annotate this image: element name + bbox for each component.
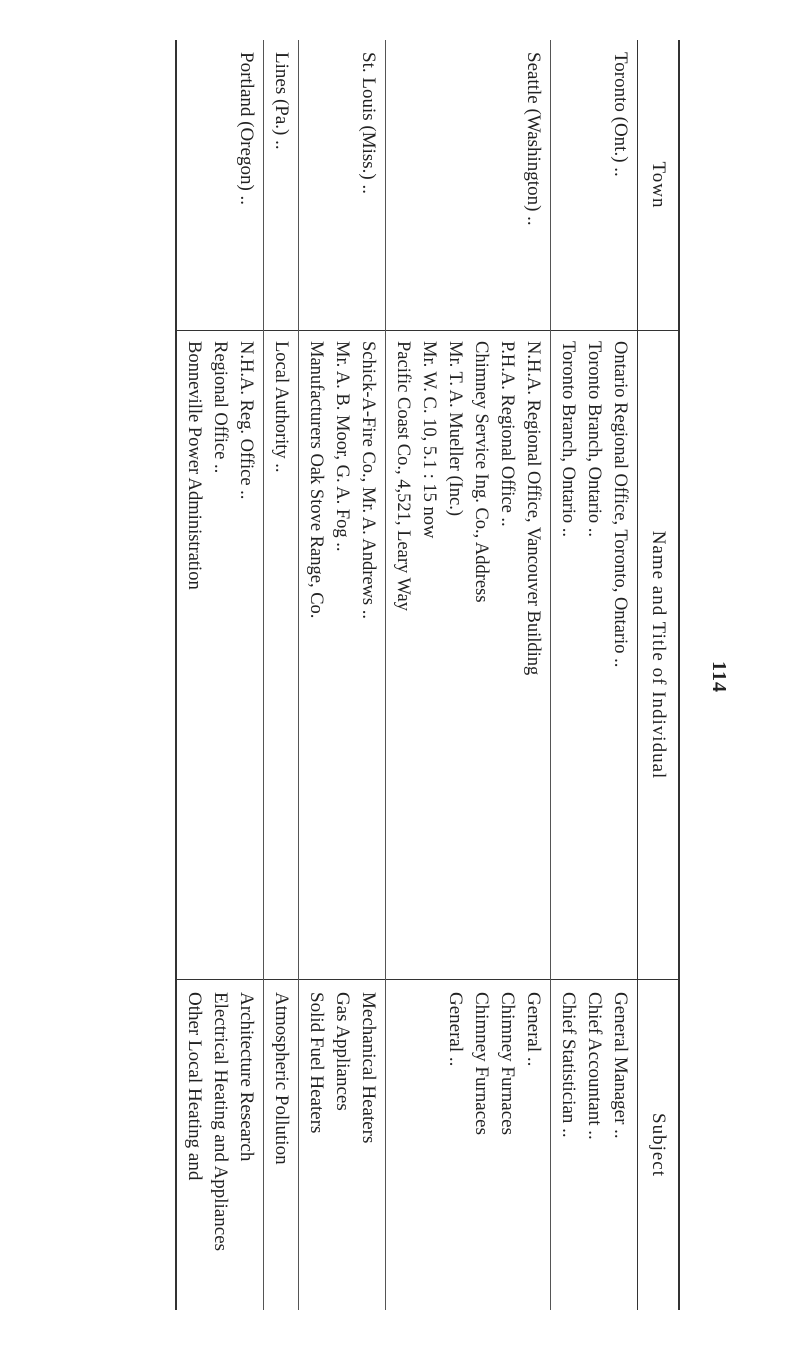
subject-line: Architecture Research <box>236 992 257 1162</box>
name-line: Ontario Regional Office, Toronto, Ontario .. <box>610 341 630 668</box>
name-line: Pacific Coast Co., 4,521, Leary Way <box>393 341 413 611</box>
subject-line: Electrical Heating and Appliances <box>210 992 231 1252</box>
ledger-header <box>637 40 678 1310</box>
town-cell: Portland (Oregon) .. <box>236 52 257 206</box>
ledger-table <box>175 40 680 1310</box>
name-line: Regional Office .. <box>210 341 230 474</box>
table-row <box>263 40 298 1310</box>
header-name: Name and Title of Individual <box>638 330 678 980</box>
name-line: Schick-A-Fire Co., Mr. A. Andrews .. <box>358 341 378 619</box>
subject-line: Other Local Heating and <box>184 992 205 1181</box>
town-cell: St. Louis (Miss.) .. <box>358 52 379 194</box>
name-line: Local Authority .. <box>271 341 291 473</box>
name-cell <box>299 330 385 980</box>
subject-line: General .. <box>523 992 544 1067</box>
name-line: N.H.A. Regional Office, Vancouver Building <box>523 341 543 676</box>
name-line: Toronto Branch, Ontario .. <box>584 341 604 537</box>
subject-cell <box>177 980 263 1310</box>
subject-line: Gas Appliances <box>332 992 353 1111</box>
subject-line: Chief Accountant .. <box>584 992 605 1140</box>
name-line: Mr. T. A. Mueller (Inc.) <box>445 341 465 517</box>
name-line: Chimney Service Ing. Co., Address <box>471 341 491 603</box>
name-line: N.H.A. Reg. Office .. <box>236 341 256 500</box>
page-number: 114 <box>708 661 730 693</box>
header-subject: Subject <box>648 1113 669 1177</box>
header-town: Town <box>648 161 669 209</box>
town-cell: Seattle (Washington) .. <box>523 52 544 226</box>
subject-line: General .. <box>445 992 466 1067</box>
subject-line: Mechanical Heaters <box>358 992 379 1144</box>
name-cell <box>386 330 550 980</box>
subject-cell <box>264 980 298 1310</box>
subject-line: Chimney Furnaces <box>497 992 518 1136</box>
name-cell <box>551 330 637 980</box>
subject-cell <box>299 980 385 1310</box>
name-line: Mr. W. C. 10, 5.1 : 15 now <box>419 341 439 539</box>
subject-cell <box>551 980 637 1310</box>
name-cell <box>264 330 298 980</box>
subject-line: General Manager .. <box>610 992 631 1139</box>
subject-cell <box>386 980 550 1310</box>
subject-line: Chimney Furnaces <box>471 992 492 1136</box>
name-line: Toronto Branch, Ontario .. <box>558 341 578 537</box>
table-row <box>385 40 550 1310</box>
subject-line: Atmospheric Pollution <box>271 992 292 1165</box>
name-cell <box>177 330 263 980</box>
town-cell: Lines (Pa.) .. <box>271 52 292 150</box>
subject-line: Chief Statistician .. <box>558 992 579 1138</box>
table-row <box>550 40 637 1310</box>
table-row <box>298 40 385 1310</box>
ledger-body <box>177 40 637 1310</box>
name-line: Bonneville Power Administration <box>184 341 204 590</box>
name-line: Mr. A. B. Moor, G. A. Fog .. <box>332 341 352 552</box>
name-line: Manufacturers Oak Stove Range, Co. <box>306 341 326 619</box>
table-row <box>177 40 263 1310</box>
name-line: P.H.A. Regional Office .. <box>497 341 517 527</box>
town-cell: Toronto (Ont.) .. <box>610 52 631 177</box>
subject-line: Solid Fuel Heaters <box>306 992 327 1134</box>
